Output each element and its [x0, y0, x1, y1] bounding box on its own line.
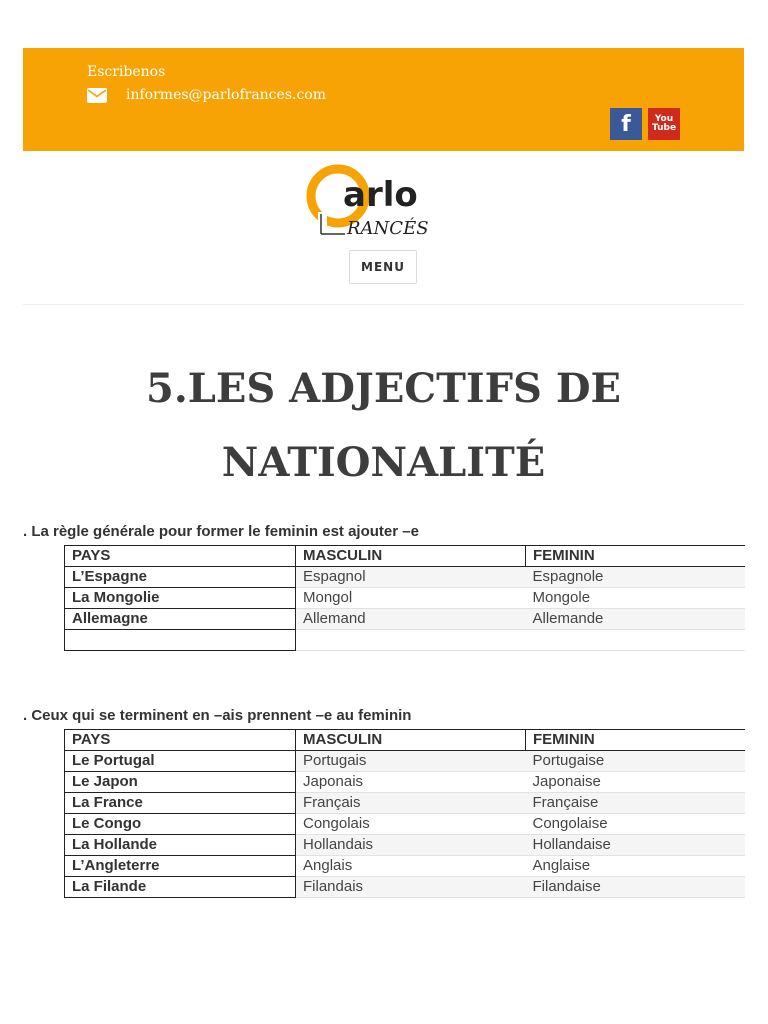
table-row [65, 772, 745, 793]
country-cell: La Mongolie [65, 588, 296, 609]
masculine-cell: Portugais [296, 751, 526, 772]
table-row [65, 835, 745, 856]
table-row [65, 793, 745, 814]
table-row [65, 814, 745, 835]
country-cell: L’Espagne [65, 567, 296, 588]
feminine-cell [526, 630, 745, 651]
table-row [65, 751, 745, 772]
nationality-table-1 [64, 545, 745, 651]
table-row [65, 567, 745, 588]
feminine-cell: Filandaise [526, 877, 745, 898]
masculine-cell: Français [296, 793, 526, 814]
table-header-row [65, 546, 745, 567]
parlo-frances-logo[interactable] [305, 162, 465, 240]
table-row-empty [65, 630, 745, 651]
header-masculin: MASCULIN [296, 546, 526, 567]
feminine-cell: Française [526, 793, 745, 814]
country-cell: La Hollande [65, 835, 296, 856]
masculine-cell: Mongol [296, 588, 526, 609]
masculine-cell: Hollandais [296, 835, 526, 856]
youtube-text-bottom: Tube [651, 123, 677, 133]
header-pays: PAYS [65, 730, 296, 751]
contact-label: Escribenos [87, 64, 166, 80]
header-masculin: MASCULIN [296, 730, 526, 751]
nationality-table-2 [64, 729, 745, 898]
rule-text-1: . La règle générale pour former le feminin est ajouter –e [23, 523, 419, 540]
title-line-1: 5.LES ADJECTIFS DE [145, 365, 622, 412]
masculine-cell: Filandais [296, 877, 526, 898]
feminine-cell: Japonaise [526, 772, 745, 793]
table-row [65, 856, 745, 877]
country-cell: Allemagne [65, 609, 296, 630]
table-header-row [65, 730, 745, 751]
country-cell: L’Angleterre [65, 856, 296, 877]
top-contact-bar [23, 48, 744, 151]
youtube-icon[interactable] [648, 108, 680, 140]
header-pays: PAYS [65, 546, 296, 567]
country-cell: Le Portugal [65, 751, 296, 772]
masculine-cell: Allemand [296, 609, 526, 630]
country-cell [65, 630, 296, 651]
country-cell: La Filande [65, 877, 296, 898]
title-line-2: NATIONALITÉ [221, 439, 546, 486]
menu-button[interactable]: MENU [349, 250, 417, 284]
masculine-cell: Japonais [296, 772, 526, 793]
contact-email-link[interactable]: informes@parlofrances.com [126, 87, 326, 103]
feminine-cell: Anglaise [526, 856, 745, 877]
header-divider [23, 304, 744, 305]
feminine-cell: Mongole [526, 588, 745, 609]
feminine-cell: Espagnole [526, 567, 745, 588]
table-row [65, 609, 745, 630]
feminine-cell: Portugaise [526, 751, 745, 772]
feminine-cell: Congolaise [526, 814, 745, 835]
header-feminin: FEMININ [526, 730, 745, 751]
facebook-glyph: f [621, 111, 631, 137]
logo-text-parlo: arlo [343, 175, 418, 215]
feminine-cell: Hollandaise [526, 835, 745, 856]
country-cell: La France [65, 793, 296, 814]
masculine-cell [296, 630, 526, 651]
facebook-icon[interactable] [610, 108, 642, 140]
logo-text-frances: RANCÉS [347, 218, 429, 239]
envelope-icon [87, 88, 107, 103]
youtube-text-top: You [654, 114, 674, 124]
rule-text-2: . Ceux qui se terminent en –ais prennent –e au feminin [23, 707, 412, 724]
country-cell: Le Congo [65, 814, 296, 835]
masculine-cell: Congolais [296, 814, 526, 835]
table-row [65, 588, 745, 609]
feminine-cell: Allemande [526, 609, 745, 630]
masculine-cell: Espagnol [296, 567, 526, 588]
header-feminin: FEMININ [526, 546, 745, 567]
table-row [65, 877, 745, 898]
country-cell: Le Japon [65, 772, 296, 793]
page-title [23, 352, 744, 500]
masculine-cell: Anglais [296, 856, 526, 877]
